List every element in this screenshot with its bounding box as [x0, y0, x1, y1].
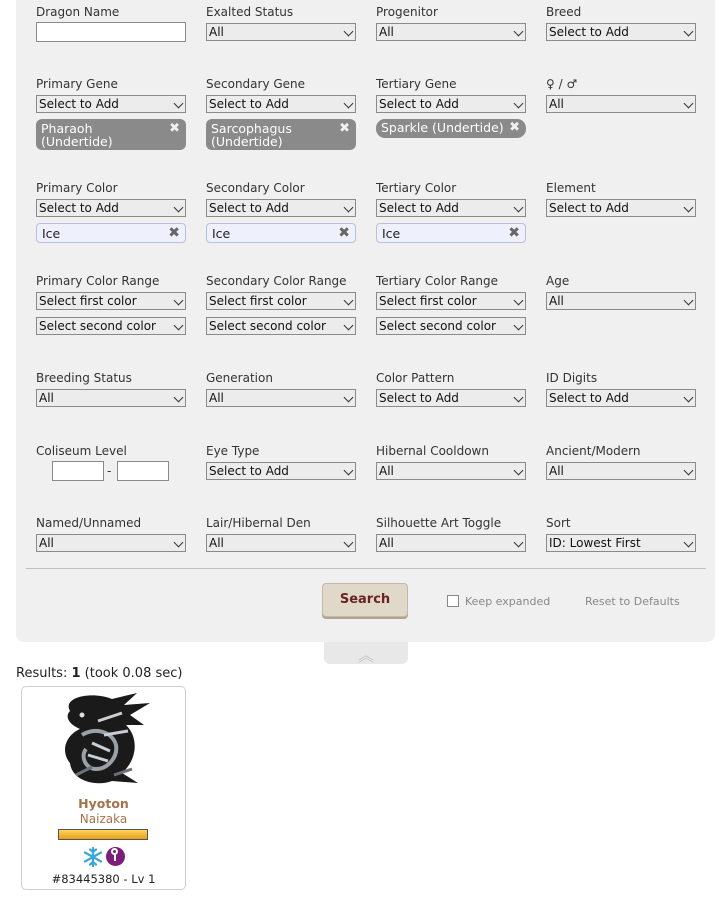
chevron-down-icon [684, 203, 694, 213]
reset-to-defaults-link[interactable]: Reset to Defaults [585, 595, 680, 608]
tertiary-gene-label: Tertiary Gene [376, 77, 457, 91]
lair-hibernal-den-select[interactable] [206, 534, 356, 552]
primary-color-range-second-value: Select second color [39, 319, 156, 333]
primary-color-chip [36, 223, 186, 243]
generation-value: All [209, 391, 224, 405]
gender-label: ♀ / ♂ [546, 77, 578, 91]
tertiary-color-label: Tertiary Color [376, 181, 457, 195]
primary-gene-label: Primary Gene [36, 77, 118, 91]
chevron-down-icon [174, 393, 184, 403]
remove-icon[interactable]: ✖ [508, 225, 520, 241]
lair-hibernal-den-label: Lair/Hibernal Den [206, 516, 311, 530]
sort-select[interactable] [546, 534, 696, 552]
color-pattern-value: Select to Add [379, 391, 459, 405]
tertiary-color-range-second-select[interactable] [376, 317, 526, 335]
primary-color-range-first-value: Select first color [39, 294, 137, 308]
secondary-color-select[interactable] [206, 199, 356, 217]
chevron-down-icon [344, 296, 354, 306]
chevron-down-icon [174, 321, 184, 331]
id-digits-value: Select to Add [549, 391, 629, 405]
sort-value: ID: Lowest First [549, 536, 641, 550]
chevron-down-icon [174, 99, 184, 109]
chevron-down-icon [344, 27, 354, 37]
progenitor-select[interactable] [376, 23, 526, 41]
chevron-down-icon [174, 538, 184, 548]
chevron-down-icon [514, 99, 524, 109]
results-count: 1 [71, 666, 81, 681]
secondary-gene-label: Secondary Gene [206, 77, 306, 91]
tertiary-gene-chip-label: Sparkle (Undertide) [381, 120, 504, 135]
coliseum-level-separator: - [107, 464, 112, 478]
progenitor-value: All [379, 25, 394, 39]
primary-color-range-label: Primary Color Range [36, 274, 160, 288]
secondary-color-range-second-value: Select second color [209, 319, 326, 333]
female-icon [106, 847, 125, 866]
breed-label: Breed [546, 5, 582, 19]
coliseum-level-label: Coliseum Level [36, 444, 127, 458]
color-pattern-select[interactable] [376, 389, 526, 407]
age-value: All [549, 294, 564, 308]
keep-expanded-checkbox[interactable] [447, 595, 459, 607]
tertiary-gene-chip [376, 119, 526, 138]
generation-label: Generation [206, 371, 273, 385]
breed-value: Select to Add [549, 25, 629, 39]
chevron-down-icon [514, 321, 524, 331]
lair-hibernal-den-value: All [209, 536, 224, 550]
collapse-panel-button[interactable] [324, 642, 408, 664]
chevron-down-icon [514, 203, 524, 213]
sort-label: Sort [546, 516, 571, 530]
chevron-down-icon [344, 538, 354, 548]
chevron-down-icon [684, 27, 694, 37]
energy-bar-fill [59, 830, 147, 839]
primary-color-select[interactable] [36, 199, 186, 217]
dragon-image[interactable] [52, 691, 157, 791]
primary-color-chip-label: Ice [42, 226, 61, 241]
chevron-down-icon [344, 203, 354, 213]
primary-color-value: Select to Add [39, 201, 119, 215]
exalted-status-label: Exalted Status [206, 5, 294, 19]
secondary-gene-select[interactable] [206, 95, 356, 113]
chevron-down-icon [684, 466, 694, 476]
age-select[interactable] [546, 292, 696, 310]
chevron-down-icon [684, 538, 694, 548]
named-unnamed-label: Named/Unnamed [36, 516, 142, 530]
color-pattern-label: Color Pattern [376, 371, 455, 385]
tertiary-color-range-first-value: Select first color [379, 294, 477, 308]
double-chevron-up-icon: ︽ [358, 646, 371, 665]
remove-icon[interactable]: ✖ [168, 225, 180, 241]
dragon-owner-link[interactable]: Naizaka [79, 812, 128, 826]
exalted-status-select[interactable] [206, 23, 356, 41]
chevron-down-icon [344, 321, 354, 331]
secondary-gene-value: Select to Add [209, 97, 289, 111]
progenitor-label: Progenitor [376, 5, 438, 19]
gender-select[interactable] [546, 95, 696, 113]
primary-color-range-first-select[interactable] [36, 292, 186, 310]
search-button[interactable]: Search [322, 583, 408, 617]
chevron-down-icon [174, 296, 184, 306]
breeding-status-value: All [39, 391, 54, 405]
remove-icon[interactable]: ✖ [339, 121, 350, 136]
hibernal-cooldown-select[interactable] [376, 462, 526, 480]
eye-type-value: Select to Add [209, 464, 289, 478]
tertiary-color-chip-label: Ice [382, 226, 401, 241]
divider [26, 568, 706, 569]
primary-gene-chip [36, 119, 186, 150]
chevron-down-icon [514, 393, 524, 403]
dragon-name-label: Dragon Name [36, 5, 120, 19]
secondary-color-value: Select to Add [209, 201, 289, 215]
secondary-color-chip-label: Ice [212, 226, 231, 241]
silhouette-art-toggle-select[interactable] [376, 534, 526, 552]
primary-gene-chip-label: Pharaoh (Undertide) [41, 121, 113, 149]
secondary-color-range-label: Secondary Color Range [206, 274, 347, 288]
chevron-down-icon [174, 203, 184, 213]
tertiary-color-chip [376, 223, 526, 243]
ice-flag-icon [82, 846, 104, 868]
id-digits-label: ID Digits [546, 371, 598, 385]
dragon-name-link[interactable]: Hyoton [78, 796, 129, 811]
breeding-status-label: Breeding Status [36, 371, 132, 385]
named-unnamed-value: All [39, 536, 54, 550]
element-value: Select to Add [549, 201, 629, 215]
secondary-color-range-second-select[interactable] [206, 317, 356, 335]
tertiary-gene-value: Select to Add [379, 97, 459, 111]
results-took: (took 0.08 sec) [84, 666, 183, 681]
chevron-down-icon [684, 393, 694, 403]
eye-type-label: Eye Type [206, 444, 260, 458]
element-select[interactable] [546, 199, 696, 217]
ancient-modern-select[interactable] [546, 462, 696, 480]
chevron-down-icon [344, 99, 354, 109]
hibernal-cooldown-value: All [379, 464, 394, 478]
energy-bar [58, 829, 148, 840]
secondary-color-label: Secondary Color [206, 181, 305, 195]
element-label: Element [546, 181, 596, 195]
eye-type-select[interactable] [206, 462, 356, 480]
age-label: Age [546, 274, 570, 288]
tertiary-color-range-second-value: Select second color [379, 319, 496, 333]
secondary-color-range-first-select[interactable] [206, 292, 356, 310]
tertiary-gene-select[interactable] [376, 95, 526, 113]
chevron-down-icon [514, 538, 524, 548]
hibernal-cooldown-label: Hibernal Cooldown [376, 444, 489, 458]
exalted-status-value: All [209, 25, 224, 39]
tertiary-color-select[interactable] [376, 199, 526, 217]
primary-gene-value: Select to Add [39, 97, 119, 111]
tertiary-color-value: Select to Add [379, 201, 459, 215]
chevron-down-icon [684, 99, 694, 109]
ancient-modern-label: Ancient/Modern [546, 444, 641, 458]
breeding-status-select[interactable] [36, 389, 186, 407]
coliseum-level-min-input[interactable] [52, 461, 104, 481]
secondary-gene-chip [206, 119, 356, 150]
silhouette-art-toggle-value: All [379, 536, 394, 550]
dragon-id-level: #83445380 - Lv 1 [51, 872, 156, 886]
dragon-name-input[interactable] [36, 22, 186, 42]
chevron-down-icon [344, 466, 354, 476]
primary-color-label: Primary Color [36, 181, 118, 195]
tertiary-color-range-label: Tertiary Color Range [376, 274, 499, 288]
dragon-card[interactable] [21, 686, 186, 890]
generation-select[interactable] [206, 389, 356, 407]
chevron-down-icon [344, 393, 354, 403]
results-prefix: Results: [16, 666, 68, 681]
breed-select[interactable] [546, 23, 696, 41]
chevron-down-icon [514, 466, 524, 476]
silhouette-art-toggle-label: Silhouette Art Toggle [376, 516, 502, 530]
gender-value: All [549, 97, 564, 111]
primary-gene-select[interactable] [36, 95, 186, 113]
coliseum-level-max-input[interactable] [117, 461, 169, 481]
secondary-color-chip [206, 223, 356, 243]
ancient-modern-value: All [549, 464, 564, 478]
chevron-down-icon [514, 27, 524, 37]
chevron-down-icon [684, 296, 694, 306]
chevron-down-icon [514, 296, 524, 306]
remove-icon[interactable]: ✖ [169, 121, 180, 136]
secondary-gene-chip-label: Sarcophagus (Undertide) [211, 121, 292, 149]
secondary-color-range-first-value: Select first color [209, 294, 307, 308]
primary-color-range-second-select[interactable] [36, 317, 186, 335]
remove-icon[interactable]: ✖ [338, 225, 350, 241]
named-unnamed-select[interactable] [36, 534, 186, 552]
id-digits-select[interactable] [546, 389, 696, 407]
tertiary-color-range-first-select[interactable] [376, 292, 526, 310]
results-summary [16, 666, 182, 681]
keep-expanded-label[interactable]: Keep expanded [465, 595, 551, 608]
remove-icon[interactable]: ✖ [509, 120, 520, 135]
